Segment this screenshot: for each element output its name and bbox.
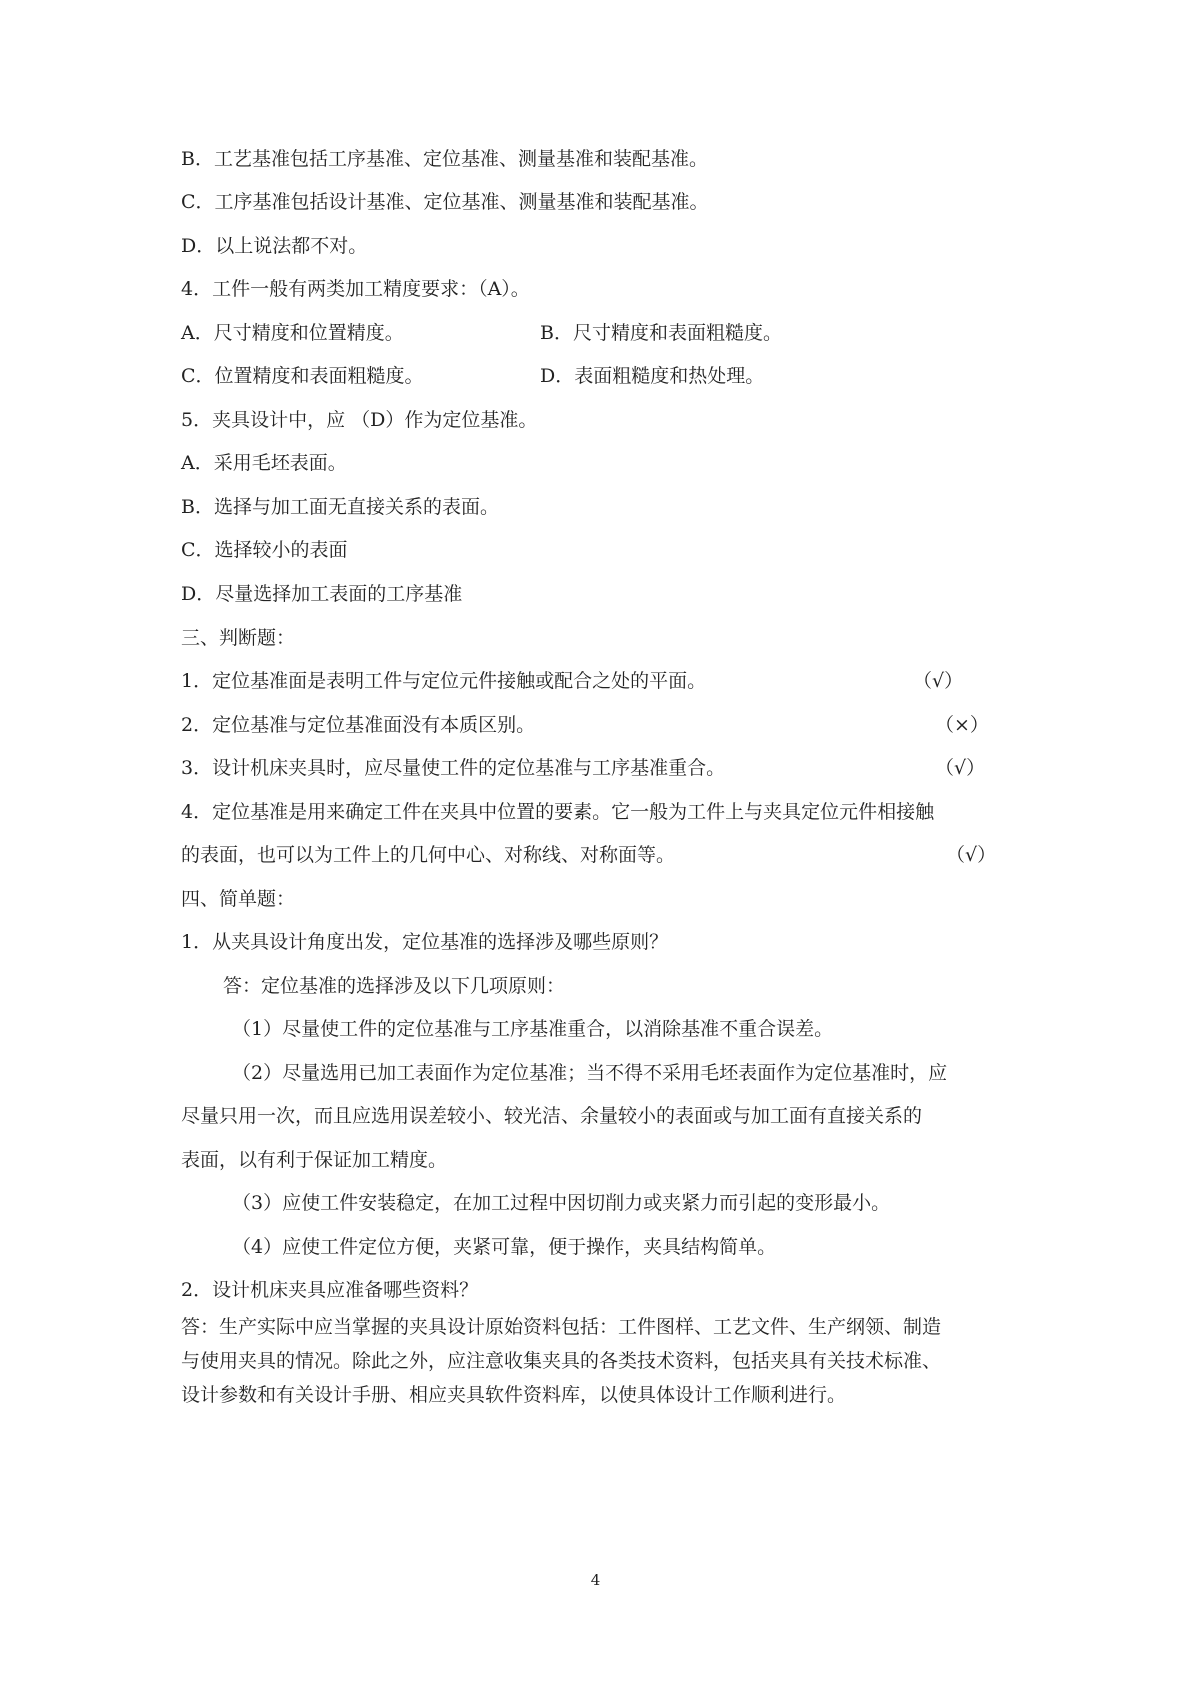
judgment-mark: （√）: [946, 844, 997, 866]
option-b-line: B．工艺基准包括工序基准、定位基准、测量基准和装配基准。: [181, 148, 708, 170]
q4-option-c: C．位置精度和表面粗糙度。: [181, 365, 424, 387]
judgment-item: 1．定位基准面是表明工件与定位元件接触或配合之处的平面。: [181, 670, 707, 692]
judgment-item: 2．定位基准与定位基准面没有本质区别。: [181, 714, 536, 736]
judgment-item: 4．定位基准是用来确定工件在夹具中位置的要素。它一般为工件上与夹具定位元件相接触: [181, 801, 935, 823]
answer-1-principle-4: （4）应使工件定位方便，夹紧可靠，便于操作，夹具结构简单。: [232, 1236, 777, 1258]
q4-option-d: D．表面粗糙度和热处理。: [540, 365, 765, 387]
answer-1-principle-2-cont: 尽量只用一次，而且应选用误差较小、较光洁、余量较小的表面或与加工面有直接关系的: [181, 1105, 923, 1127]
q5-option-a: A．采用毛坯表面。: [181, 452, 347, 474]
judgment-mark: （√）: [935, 757, 986, 779]
short-answer-question-2: 2．设计机床夹具应准备哪些资料？: [181, 1279, 479, 1301]
answer-1-intro: 答：定位基准的选择涉及以下几项原则：: [223, 975, 566, 997]
answer-1-principle-1: （1）尽量使工件的定位基准与工序基准重合，以消除基准不重合误差。: [232, 1018, 834, 1040]
option-c-line: C．工序基准包括设计基准、定位基准、测量基准和装配基准。: [181, 191, 709, 213]
question-4-stem: 4．工件一般有两类加工精度要求：（A）。: [181, 278, 530, 300]
answer-2-line: 答：生产实际中应当掌握的夹具设计原始资料包括：工件图样、工艺文件、生产纲领、制造: [181, 1316, 942, 1338]
answer-2-line: 与使用夹具的情况。除此之外，应注意收集夹具的各类技术资料，包括夹具有关技术标准、: [181, 1350, 942, 1372]
judgment-item: 3．设计机床夹具时，应尽量使工件的定位基准与工序基准重合。: [181, 757, 726, 779]
judgment-item-continued: 的表面，也可以为工件上的几何中心、对称线、对称面等。: [181, 844, 676, 866]
answer-1-principle-2: （2）尽量选用已加工表面作为定位基准；当不得不采用毛坯表面作为定位基准时，应: [232, 1062, 948, 1084]
q4-option-a: A．尺寸精度和位置精度。: [181, 322, 404, 344]
judgment-heading: 三、判断题：: [181, 627, 296, 649]
option-d-line: D．以上说法都不对。: [181, 235, 368, 257]
judgment-mark: （×）: [935, 714, 989, 736]
answer-2-line: 设计参数和有关设计手册、相应夹具软件资料库，以使具体设计工作顺利进行。: [181, 1384, 847, 1406]
q4-option-b: B．尺寸精度和表面粗糙度。: [540, 322, 782, 344]
page-number: 4: [590, 1571, 601, 1589]
question-5-stem: 5．夹具设计中，应 （D）作为定位基准。: [181, 409, 538, 431]
q5-option-d: D．尽量选择加工表面的工序基准: [181, 583, 463, 605]
judgment-mark: （√）: [913, 670, 964, 692]
answer-1-principle-3: （3）应使工件安装稳定，在加工过程中因切削力或夹紧力而引起的变形最小。: [232, 1192, 891, 1214]
short-answer-heading: 四、简单题：: [181, 888, 296, 910]
short-answer-question-1: 1．从夹具设计角度出发，定位基准的选择涉及哪些原则？: [181, 931, 669, 953]
answer-1-principle-2-cont: 表面，以有利于保证加工精度。: [181, 1149, 448, 1171]
q5-option-b: B．选择与加工面无直接关系的表面。: [181, 496, 499, 518]
q5-option-c: C．选择较小的表面: [181, 539, 348, 561]
